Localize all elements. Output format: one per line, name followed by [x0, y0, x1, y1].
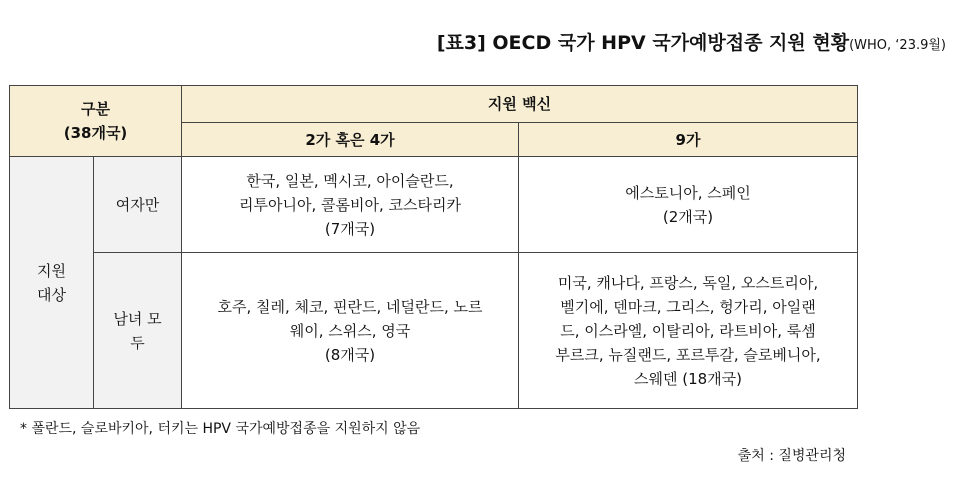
row-both-label	[94, 253, 182, 409]
table-title	[437, 28, 946, 55]
cell-line: (2개국)	[662, 207, 714, 226]
header-support: 지원 백신	[182, 86, 858, 123]
female-2or4-cell	[182, 157, 519, 253]
header-2or4: 2가 혹은 4가	[182, 123, 519, 157]
row-both-label-text: 남녀 모두	[113, 309, 162, 352]
cell-line: 웨이, 스위스, 영국	[289, 321, 411, 340]
row-group-label-text: 지원 대상	[37, 261, 66, 304]
cell-line: 스웨덴 (18개국)	[634, 369, 743, 388]
footnote: * 폴란드, 슬로바키아, 터키는 HPV 국가예방접종을 지원하지 않음	[20, 421, 421, 437]
hpv-support-table	[9, 85, 858, 409]
cell-line: (7개국)	[324, 219, 376, 238]
cell-line: 호주, 칠레, 체코, 핀란드, 네덜란드, 노르	[217, 297, 483, 316]
source-note: 출처 : 질병관리청	[737, 448, 846, 464]
female-9-cell	[519, 157, 858, 253]
both-2or4-cell	[182, 253, 519, 409]
cell-line: (8개국)	[324, 345, 376, 364]
both-9-cell	[519, 253, 858, 409]
header-9: 9가	[519, 123, 858, 157]
cell-line: 한국, 일본, 멕시코, 아이슬란드,	[246, 171, 454, 190]
cell-line: 리투아니아, 콜롬비아, 코스타리카	[239, 195, 461, 214]
cell-line: 부르크, 뉴질랜드, 포르투갈, 슬로베니아,	[555, 345, 821, 364]
header-category-count: (38개국)	[63, 124, 128, 142]
cell-line: 에스토니아, 스페인	[625, 183, 751, 202]
header-category-cell	[10, 86, 182, 157]
title-main: [표3] OECD 국가 HPV 국가예방접종 지원 현황	[436, 32, 850, 54]
title-source: (WHO, ‘23.9월)	[849, 38, 946, 53]
cell-line: 벨기에, 덴마크, 그리스, 헝가리, 아일랜	[560, 297, 816, 316]
cell-line: 미국, 캐나다, 프랑스, 독일, 오스트리아,	[557, 273, 819, 292]
header-category: 구분	[81, 100, 110, 118]
row-group-label	[10, 157, 94, 409]
cell-line: 드, 이스라엘, 이탈리아, 라트비아, 룩셈	[560, 321, 816, 340]
row-female-label: 여자만	[94, 157, 182, 253]
